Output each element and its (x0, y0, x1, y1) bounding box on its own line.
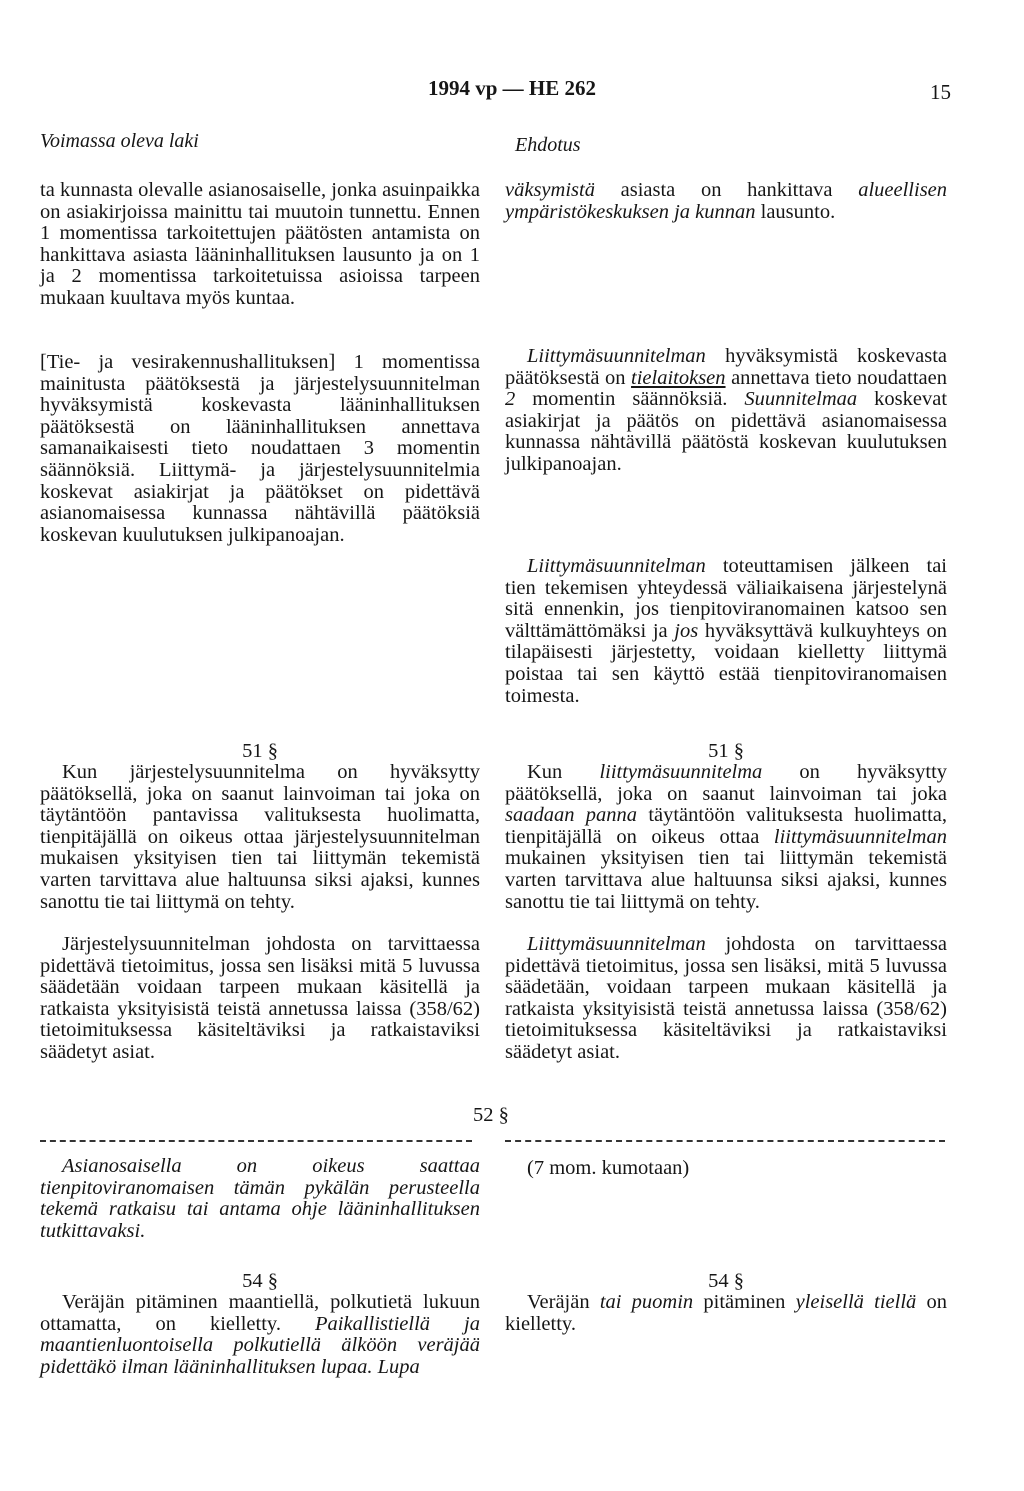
right-51-i3: liittymäsuunnitelman (773, 825, 947, 848)
right-p2-t2: annettava tieto noudattaen (731, 366, 947, 389)
right-51-t1: Kun (527, 761, 563, 783)
running-head: 1994 vp — HE 262 (427, 76, 597, 100)
right-paragraph-2 (505, 346, 947, 476)
left-section-51-paragraph-2: Järjestelysuunnitelman johdosta on tarvittaessa pidettävä tietoimitus, jossa sen lisäksi mitä 5 luvussa säädetään voidaan tarpeen mukaan käsitellä ja ratkaista yksityisistä teistä annetussa laissa (358/62) tietoimituksessa käsiteltäviksi ja ratkaistaviksi säädetyt asiat. (40, 933, 480, 1063)
right-51b-i1: Liittymäsuunnitelman (527, 933, 706, 955)
right-p2-t4: koskevat asiakirjat ja päätös on pidettävä asianomaisessa kunnassa nähtävillä päätöstä koskevan kuulutuksen julkipanoajan. (505, 388, 948, 475)
right-column-title: Ehdotus (515, 134, 581, 156)
left-section-52-paragraph: Asianosaisella on oikeus saattaa tienpitoviranomaisen tämän pykälän perusteella tekemä ratkaisu tai antama ohje lääninhallituksen tutkittavaksi. (40, 1155, 480, 1242)
right-section-51-paragraph-1 (505, 762, 947, 913)
left-section-54-paragraph (40, 1292, 480, 1378)
left-s54-text: Veräjän pitäminen maantiellä, polkutietä lukuun ottamatta, on kielletty. (40, 1291, 480, 1335)
page-number: 15 (930, 80, 951, 104)
right-p2-i2: tielaitoksen (631, 366, 726, 389)
right-p2-t3: momentin säännöksiä. (532, 388, 728, 411)
left-section-51-heading: 51 § (242, 740, 278, 762)
right-paragraph-1 (505, 180, 947, 223)
right-51b-t1: johdosta on tarvittaessa pidettävä tietoimitus, jossa sen lisäksi, mitä 5 luvussa säädetään, voidaan tarpeen mukaan käsitellä ja ratkaista yksityisistä teistä annetussa laissa (358/62) tietoimituksessa käsiteltäviksi ja ratkaistaviksi säädetyt asiat. (505, 933, 947, 1063)
right-p1-text-a: asiasta on hankittava (620, 179, 833, 201)
right-51-t4: mukainen yksityisen tien tai liittymän tekemistä varten tarvittava alue haltuunsa siksi ajaksi, kunnes sanottu tie tai liittymä on tehty. (505, 847, 947, 913)
right-p2-t1: hyväksymistä koskevasta päätöksestä on (505, 345, 947, 389)
right-54-i1: tai puomin (599, 1291, 694, 1313)
right-54-t1: Veräjän (527, 1291, 590, 1313)
right-section-54-heading: 54 § (708, 1270, 744, 1292)
right-p2-i4: Suunnitelmaa (744, 388, 858, 411)
left-section-54-heading: 54 § (242, 1270, 278, 1292)
right-p3-t2: hyväksyttävä kulkuyhteys on tilapäisesti järjestetty, voidaan kielletty liittymä poistaa tai sen käyttö estää tienpitoviranomaisen toimesta. (505, 619, 948, 707)
right-p3-t1: toteuttamisen jälkeen tai tien tekemisen yhteydessä väliaikaisena järjestelynä sitä ennenkin, jos tienpitoviranomainen katsoo sen välttämättömäksi ja (505, 555, 947, 642)
left-s54-italic: Paikallistiellä ja maantienluontoisella polkutiellä älköön veräjää pidettäkö ilman lääninhallituksen lupaa. Lupa (40, 1312, 480, 1378)
right-p3-i2: jos (674, 619, 699, 642)
right-51-t3: täytäntöön valituksesta huolimatta, tienpitäjällä on oikeus ottaa (505, 804, 948, 848)
right-p1-text-b: lausunto. (760, 200, 836, 223)
left-paragraph-2: [Tie- ja vesirakennushallituksen] 1 momentissa mainitusta päätöksestä ja järjestelysuunnitelman hyväksymistä koskevasta lääninhallituksen päätöksestä on lääninhallituksen annettava samanaikaisesti tieto noudattaen 3 momentin säännöksiä. Liittymä- ja järjestelysuunnitelmia koskevat asiakirjat ja päätökset on pidettävä asianomaisessa kunnassa nähtävillä päätöksiä koskevan kuulutuksen julkipanoajan. (40, 351, 480, 546)
left-omission-line (40, 1140, 472, 1142)
right-51-i1: liittymäsuunnitelma (599, 761, 763, 783)
right-p1-italic-b: alueellisen ympäristökeskuksen ja kunnan (505, 179, 948, 223)
left-paragraph-1: ta kunnasta olevalle asianosaiselle, jonka asuinpaikka on asiakirjoissa mainittu tai muutoin tunnettu. Ennen 1 momentissa tarkoitettujen päätösten antamista on hankittava asiasta lääninhallituksen lausunto ja on 1 ja 2 momentissa tarkoitetuissa asioissa tarpeen mukaan kuultava myös kuntaa. (40, 179, 480, 309)
right-p2-i1: Liittymäsuunnitelman (527, 345, 706, 367)
right-p2-i3: 2 (505, 388, 516, 411)
right-p1-italic-a: väksymistä (505, 179, 595, 201)
right-51-i2: saadaan panna (505, 804, 638, 827)
left-section-51-paragraph-1: Kun järjestelysuunnitelma on hyväksytty päätöksellä, joka on saanut lainvoiman tai joka on täytäntöön pantavissa valituksesta huolimatta, tienpitäjällä on oikeus ottaa järjestelysuunnitelman mukaisen yksityisen tien tai liittymän tekemistä varten tarvittava alue haltuunsa siksi ajaksi, kunnes sanottu tie tai liittymä on tehty. (40, 761, 480, 913)
right-54-t2: pitäminen (703, 1291, 786, 1313)
right-omission-line (505, 1140, 945, 1142)
left-column-title: Voimassa oleva laki (40, 130, 199, 152)
right-section-51-heading: 51 § (708, 740, 744, 762)
section-52-heading: 52 § (473, 1104, 509, 1126)
right-54-t3: on kielletty. (505, 1291, 947, 1335)
right-paragraph-3 (505, 556, 947, 707)
right-section-54-paragraph (505, 1292, 947, 1335)
right-51-t2: on hyväksytty päätöksellä, joka on saanut lainvoiman tai joka (505, 761, 948, 805)
right-section-51-paragraph-2 (505, 934, 947, 1064)
right-54-i2: yleisellä tiellä (795, 1291, 917, 1313)
right-section-52-paragraph: (7 mom. kumotaan) (527, 1157, 690, 1179)
right-p3-i1: Liittymäsuunnitelman (527, 555, 706, 577)
